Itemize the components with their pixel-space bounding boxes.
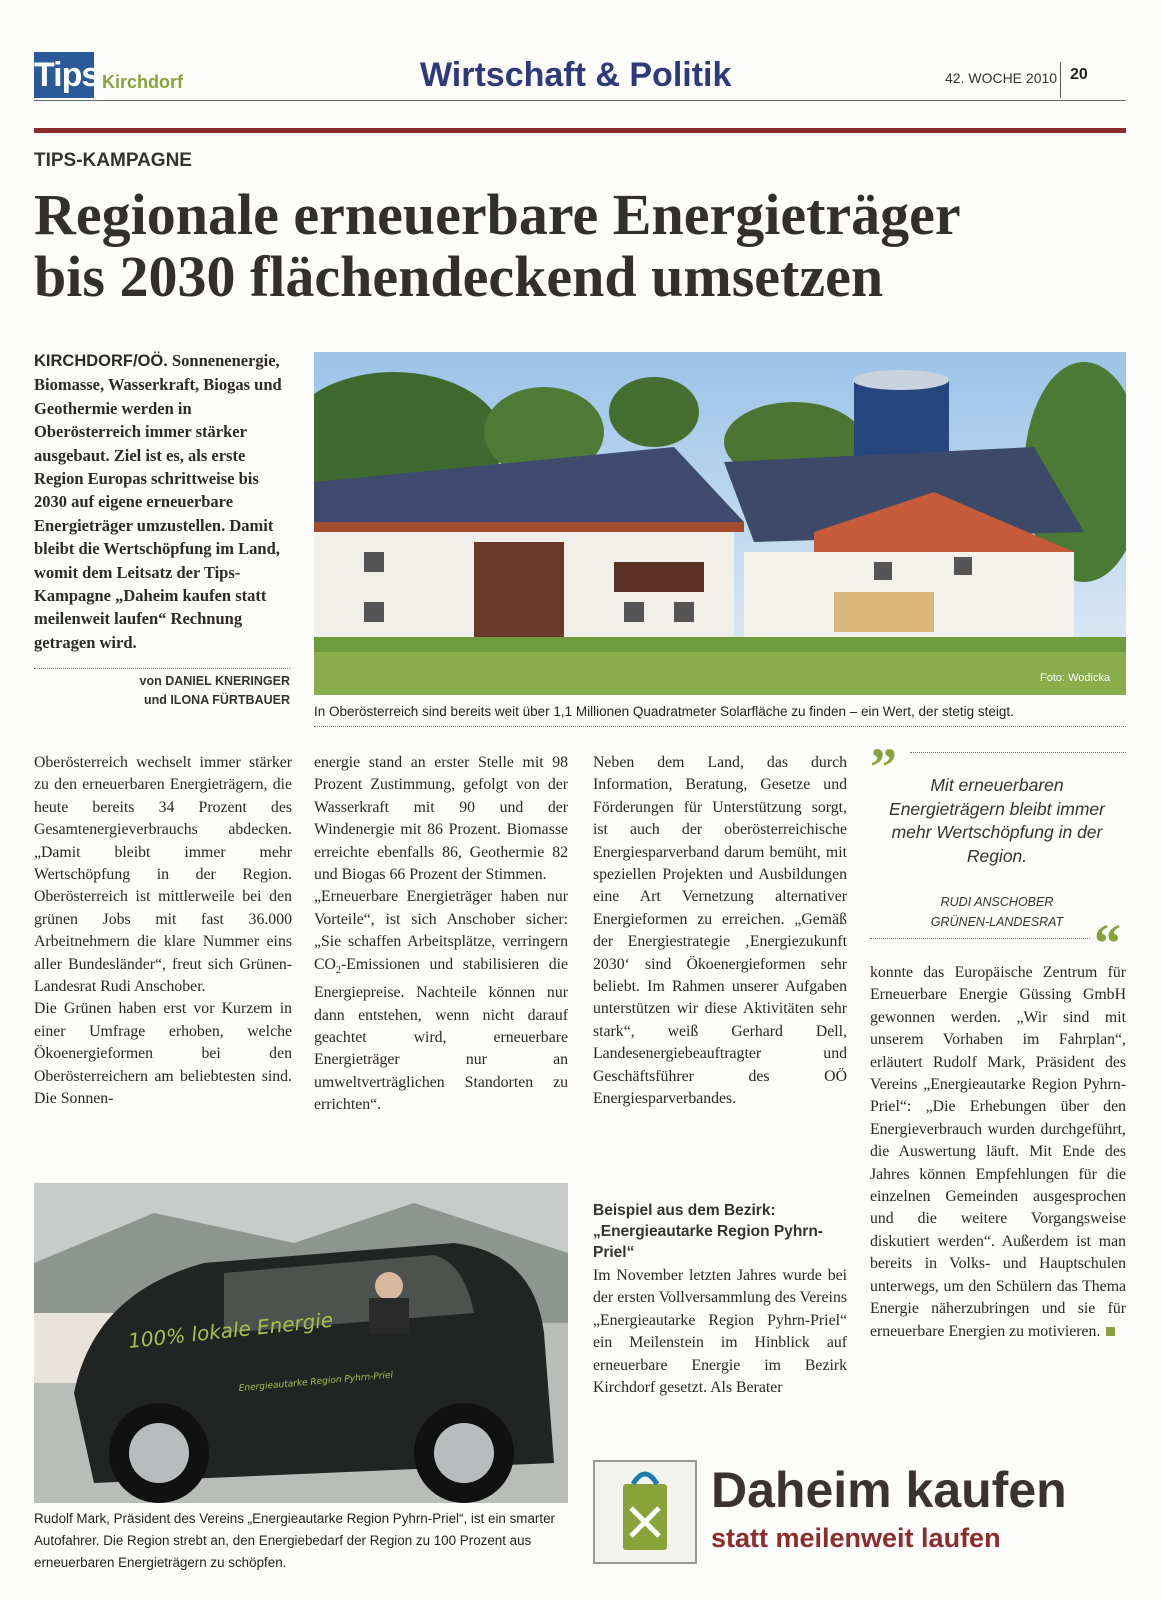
lead-divider xyxy=(34,668,290,669)
electric-car-photo xyxy=(34,1183,568,1503)
header-accent-rule xyxy=(34,128,1126,133)
body-paragraph: Im November letzten Jahres wurde bei der ersten Vollversammlung des Vereins „Energieautarke Region Pyhrn-Priel“ ein Meilenstein im Hinblick auf erneuerbare Energie im Bezirk Kirchdorf gesetzt. Als Berater xyxy=(593,1267,847,1397)
body-column-1 xyxy=(34,752,292,1111)
quote-divider-bottom xyxy=(870,938,1090,939)
headline-line-1: Regionale erneuerbare Energieträger xyxy=(34,182,961,247)
region-label: Kirchdorf xyxy=(102,72,183,92)
quote-close-mark: “ xyxy=(1094,913,1121,973)
lead-text: Sonnenenergie, Biomasse, Wasserkraft, Biogas und Geothermie werden in Oberösterreich immer stärker ausgebaut. Ziel ist es, als erste Region Europas schrittweise bis 2030 auf eigene erneuerbare Energieträger umzustellen. Damit bleibt die Wertschöpfung im Land, womit dem Leitsatz der Tips-Kampagne „Daheim kaufen statt meilenweit laufen“ Rechnung getragen wird. xyxy=(34,351,282,652)
issue-label: 42. WOCHE 2010 xyxy=(945,70,1058,86)
body-text: „Erneuerbare Energieträger haben nur Vorteile“, ist sich Anschober sicher: „Sie schaffen Arbeitsplätze, verringern CO xyxy=(314,888,568,973)
body-text: -Emissionen und stabilisieren die Energiepreise. Nachteile können nur dann entstehen, wenn nicht darauf geachtet wird, erneuerbare Energieträger nur an umweltverträglichen Standorten zu errichten“. xyxy=(314,955,568,1114)
end-mark-icon xyxy=(1106,1327,1115,1336)
byline-author-1: von DANIEL KNERINGER xyxy=(139,674,290,688)
caption-divider xyxy=(314,726,1126,727)
photo-caption: In Oberösterreich sind bereits weit über 1,1 Millionen Quadratmeter Solarfläche zu finden – ein Wert, der stetig steigt. xyxy=(314,704,1014,719)
body-column-4 xyxy=(870,962,1126,1343)
byline xyxy=(34,672,290,710)
photo-credit: Foto: Wodicka xyxy=(1040,672,1111,684)
quote-divider-top xyxy=(910,752,1126,753)
campaign-subtitle: statt meilenweit laufen xyxy=(711,1523,1001,1553)
body-column-2 xyxy=(314,752,568,1117)
headline xyxy=(34,184,1134,308)
body-paragraph: Neben dem Land, das durch Information, Beratung, Gesetze und Förderungen für Unterstützung sorgt, ist auch der oberösterreichische Energiesparverband darum bemüht, mit speziellen Projekten und Ausbildungen eine Art Vernetzung alternativer Energieformen zu erreichen. „Gemäß der Energiestrategie ‚Energiezukunft 2030‘ sind Ökoenergieformen sehr beliebt. Im Rahmen unserer Aufgaben unterstützen wir diese Aktivitäten sehr stark“, weiß Gerhard Dell, Landesenergiebeauftragter und Geschäftsführer des OÖ Energiesparverbandes. xyxy=(593,754,847,1108)
page-number: 20 xyxy=(1070,66,1088,83)
pull-quote-text: Mit erneuerbaren Energieträgern bleibt immer mehr Wertschöpfung in der Region. xyxy=(889,775,1105,866)
header-rule xyxy=(34,100,1126,101)
tips-logo: Tips xyxy=(34,52,94,98)
body-column-3-continued xyxy=(593,1265,847,1399)
body-paragraph xyxy=(870,962,1126,1343)
section-title: Wirtschaft & Politik xyxy=(420,56,732,94)
body-text: konnte das Europäische Zentrum für Erneuerbare Energie Güssing GmbH gewonnen werden. „Wir sind mit unserem Vorhaben im Fahrplan“, erläutert Rudolf Mark, Präsident des Vereins „Energieautarke Region Pyhrn-Priel“: „Die Erhebungen über den Energieverbrauch wurden durchgeführt, die Auswertung läuft. Mit Ende des Jahres können Empfehlungen für die einzelnen Gemeinden ausgesprochen und die weitere Vorgangsweise diskutiert werden“. Außerdem ist man bereits in Volks- und Hauptschulen unterwegs, um den Schülern das Thema Energie näherzubringen und sie für erneuerbare Energien zu motivieren. xyxy=(870,964,1126,1340)
quote-open-mark: ” xyxy=(870,737,897,797)
body-paragraph xyxy=(314,886,568,1116)
car-door-label: Energieautarke Region Pyhrn-Priel xyxy=(238,1370,394,1394)
lead-paragraph xyxy=(34,349,292,654)
body-paragraph: energie stand an erster Stelle mit 98 Prozent Zustimmung, gefolgt von der Wasserkraft mit 90 und der Windenergie mit 86 Prozent. Biomasse erreichte ebenfalls 86, Geothermie 82 und Biogas 66 Prozent der Stimmen. xyxy=(314,754,568,884)
car-door-slogan: 100% lokale Energie xyxy=(127,1307,335,1353)
sub-heading: Beispiel aus dem Bezirk: „Energieautarke Region Pyhrn-Priel“ xyxy=(593,1202,823,1261)
shopping-bag-icon xyxy=(593,1460,697,1564)
solar-houses-photo xyxy=(314,352,1126,695)
subscript: 2 xyxy=(335,964,341,976)
quote-author: RUDI ANSCHOBER xyxy=(940,895,1054,909)
campaign-banner xyxy=(593,1458,1126,1566)
pull-quote-attribution xyxy=(878,892,1116,932)
header-divider xyxy=(1060,62,1061,98)
quote-role: GRÜNEN-LANDESRAT xyxy=(930,915,1064,929)
campaign-title: Daheim kaufen xyxy=(711,1462,1067,1518)
headline-line-2: bis 2030 flächendeckend umsetzen xyxy=(34,244,884,309)
body-paragraph: Oberösterreich wechselt immer stärker zu den erneuerbaren Energieträgern, die heute bereits 34 Prozent des Gesamtenergieverbrauchs abdecken. „Damit bleibt immer mehr Wertschöpfung in der Region. Oberösterreich ist mittlerweile bei den grünen Jobs mit fast 36.000 Arbeitnehmern die klare Nummer eins aller Bundesländer“, freut sich Grünen-Landesrat Rudi Anschober. xyxy=(34,754,292,996)
kicker: TIPS-KAMPAGNE xyxy=(34,150,192,171)
byline-author-2: und ILONA FÜRTBAUER xyxy=(143,693,290,707)
body-paragraph: Die Grünen haben erst vor Kurzem in einer Umfrage erhoben, welche Ökoenergieformen bei den Oberösterreichern am beliebtesten sind. Die Sonnen- xyxy=(34,1000,292,1108)
body-column-3 xyxy=(593,752,847,1111)
car-photo-caption: Rudolf Mark, Präsident des Vereins „Energieautarke Region Pyhrn-Priel“, ist ein smarter Autofahrer. Die Region strebt an, den Energiebedarf der Region zu 100 Prozent aus erneuerbaren Energieträgern zu schöpfen. xyxy=(34,1511,555,1570)
dateline: KIRCHDORF/OÖ. xyxy=(34,352,168,370)
